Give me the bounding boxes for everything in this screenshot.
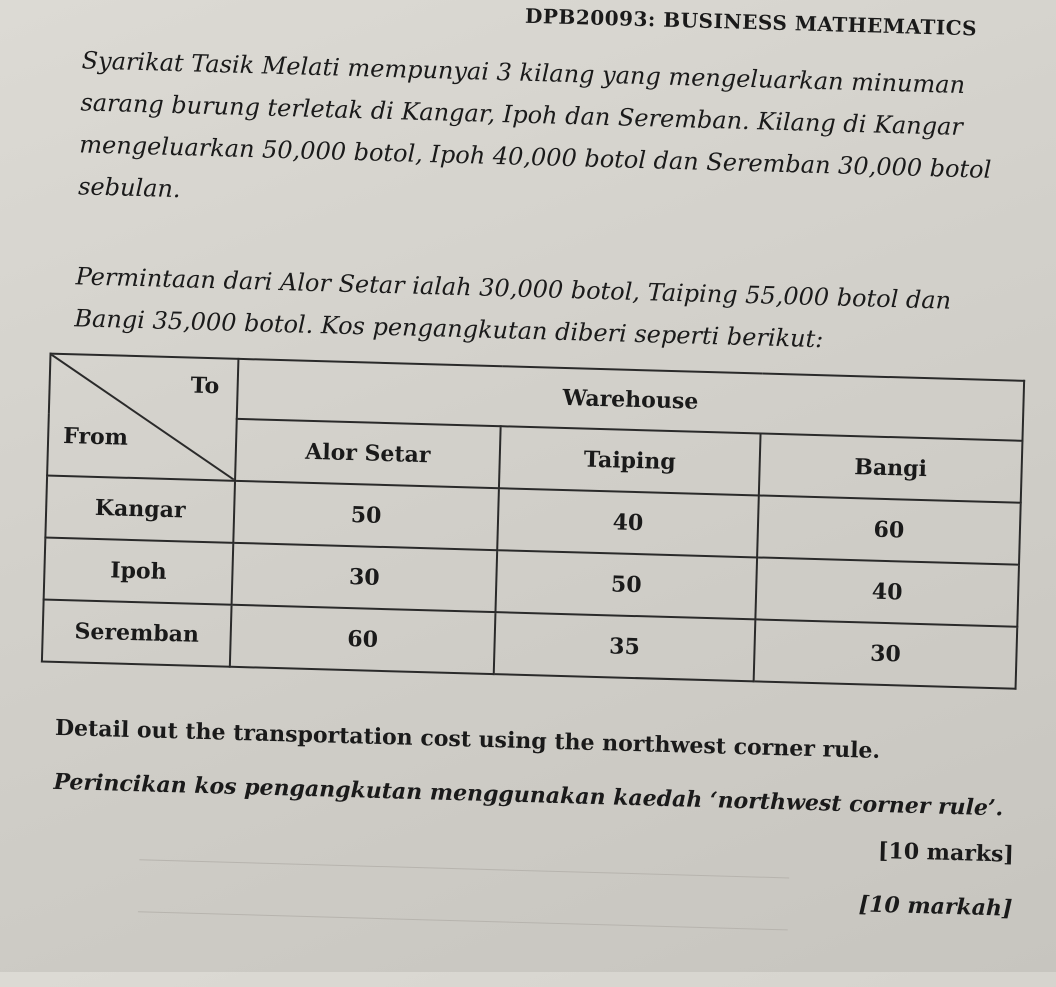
to-label: To (190, 372, 220, 400)
column-header: Bangi (759, 433, 1023, 502)
table-cell: 40 (755, 557, 1019, 626)
table-cell: 50 (495, 550, 757, 619)
table-cell: 50 (233, 481, 499, 550)
question-english: Detail out the transportation cost using the northwest corner rule. (54, 714, 881, 764)
from-label: From (62, 423, 129, 451)
table-cell: 30 (232, 543, 498, 612)
row-header: Ipoh (44, 538, 234, 605)
row-header: Kangar (45, 476, 235, 543)
divider (139, 859, 789, 878)
column-header: Alor Setar (235, 419, 501, 488)
warehouse-header: Warehouse (237, 359, 1024, 441)
table-cell: 40 (497, 488, 759, 557)
question-malay: Perincikan kos pengangkutan menggunakan kaedah ‘northwest corner rule’. (53, 768, 1004, 822)
course-header: DPB20093: BUSINESS MATHEMATICS (524, 3, 978, 41)
marks-english: [10 marks] (877, 837, 1015, 868)
divider (138, 911, 788, 930)
table-cell: 30 (754, 619, 1018, 688)
table-cell: 60 (757, 495, 1021, 564)
table-cell: 35 (494, 612, 756, 681)
table-cell: 60 (230, 605, 496, 674)
cost-table (41, 353, 1025, 690)
marks-malay: [10 markah] (858, 891, 1013, 922)
problem-paragraph-1: Syarikat Tasik Melati mempunyai 3 kilang yang mengeluarkan minuman sarang burung terletak di Kangar, Ipoh dan Seremban. Kilang di Kangar mengeluarkan 50,000 botol, Ipoh 40,000 botol dan Seremban 30,000 botol sebulan. (77, 46, 992, 204)
problem-paragraph-2: Permintaan dari Alor Setar ialah 30,000 botol, Taiping 55,000 botol dan Bangi 35,000 botol. Kos pengangkutan diberi seperti berikut: (74, 262, 952, 354)
row-header: Seremban (42, 600, 232, 667)
column-header: Taiping (499, 426, 761, 495)
corner-cell (47, 354, 238, 481)
